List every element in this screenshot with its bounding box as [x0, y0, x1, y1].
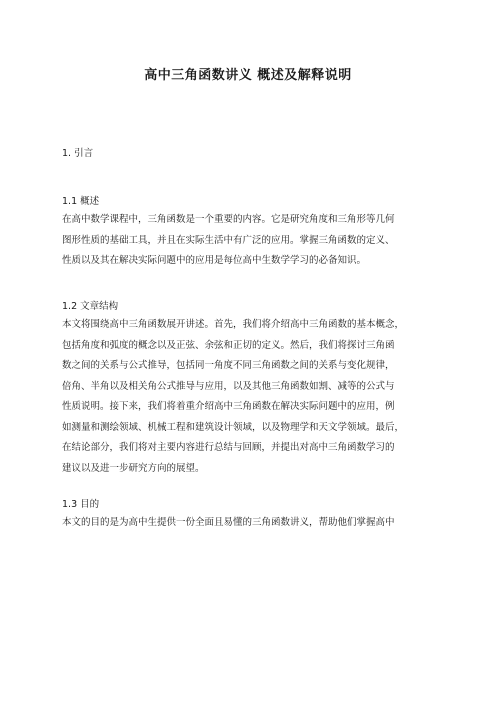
document-title: 高中三角函数讲义 概述及解释说明 — [144, 68, 352, 83]
paragraph-overview — [62, 210, 438, 272]
paragraph-line: 倍角、半角以及相关角公式推导与应用，以及其他三角函数如割、减等的公式与 — [62, 380, 395, 392]
section-heading-purpose: 1.3 目的 — [62, 499, 100, 510]
paragraph-line: 包括角度和弧度的概念以及正弦、余弦和正切的定义。然后，我们将探讨三角函 — [62, 339, 395, 351]
paragraph-line: 在结论部分，我们将对主要内容进行总结与回顾，并提出对高中三角函数学习的 — [62, 442, 395, 453]
paragraph-line: 如测量和测绘领域、机械工程和建筑设计领域，以及物理学和天文学领域。最后， — [62, 421, 405, 433]
paragraph-line: 数之间的关系与公式推导，包括同一角度不同三角函数之间的关系与变化规律， — [62, 360, 395, 371]
paragraph-line: 性质说明。接下来，我们将着重介绍高中三角函数在解决实际问题中的应用，例 — [62, 401, 395, 412]
section-heading-introduction: 1. 引言 — [62, 148, 94, 159]
paragraph-purpose — [62, 513, 438, 534]
paragraph-line: 本文的目的是为高中生提供一份全面且易懂的三角函数讲义，帮助他们掌握高中 — [62, 517, 395, 528]
paragraph-line: 本文将围绕高中三角函数展开讲述。首先，我们将介绍高中三角函数的基本概念， — [62, 319, 405, 330]
paragraph-line: 在高中数学课程中，三角函数是一个重要的内容。它是研究角度和三角形等几何 — [62, 214, 395, 225]
paragraph-structure — [62, 315, 438, 479]
paragraph-line: 图形性质的基础工具，并且在实际生活中有广泛的应用。掌握三角函数的定义、 — [62, 234, 395, 246]
section-heading-overview: 1.1 概述 — [62, 196, 100, 207]
paragraph-line: 性质以及其在解决实际问题中的应用是每位高中生数学学习的必备知识。 — [62, 255, 367, 266]
section-heading-structure: 1.2 文章结构 — [62, 301, 119, 312]
paragraph-line: 建议以及进一步研究方向的展望。 — [62, 462, 205, 474]
